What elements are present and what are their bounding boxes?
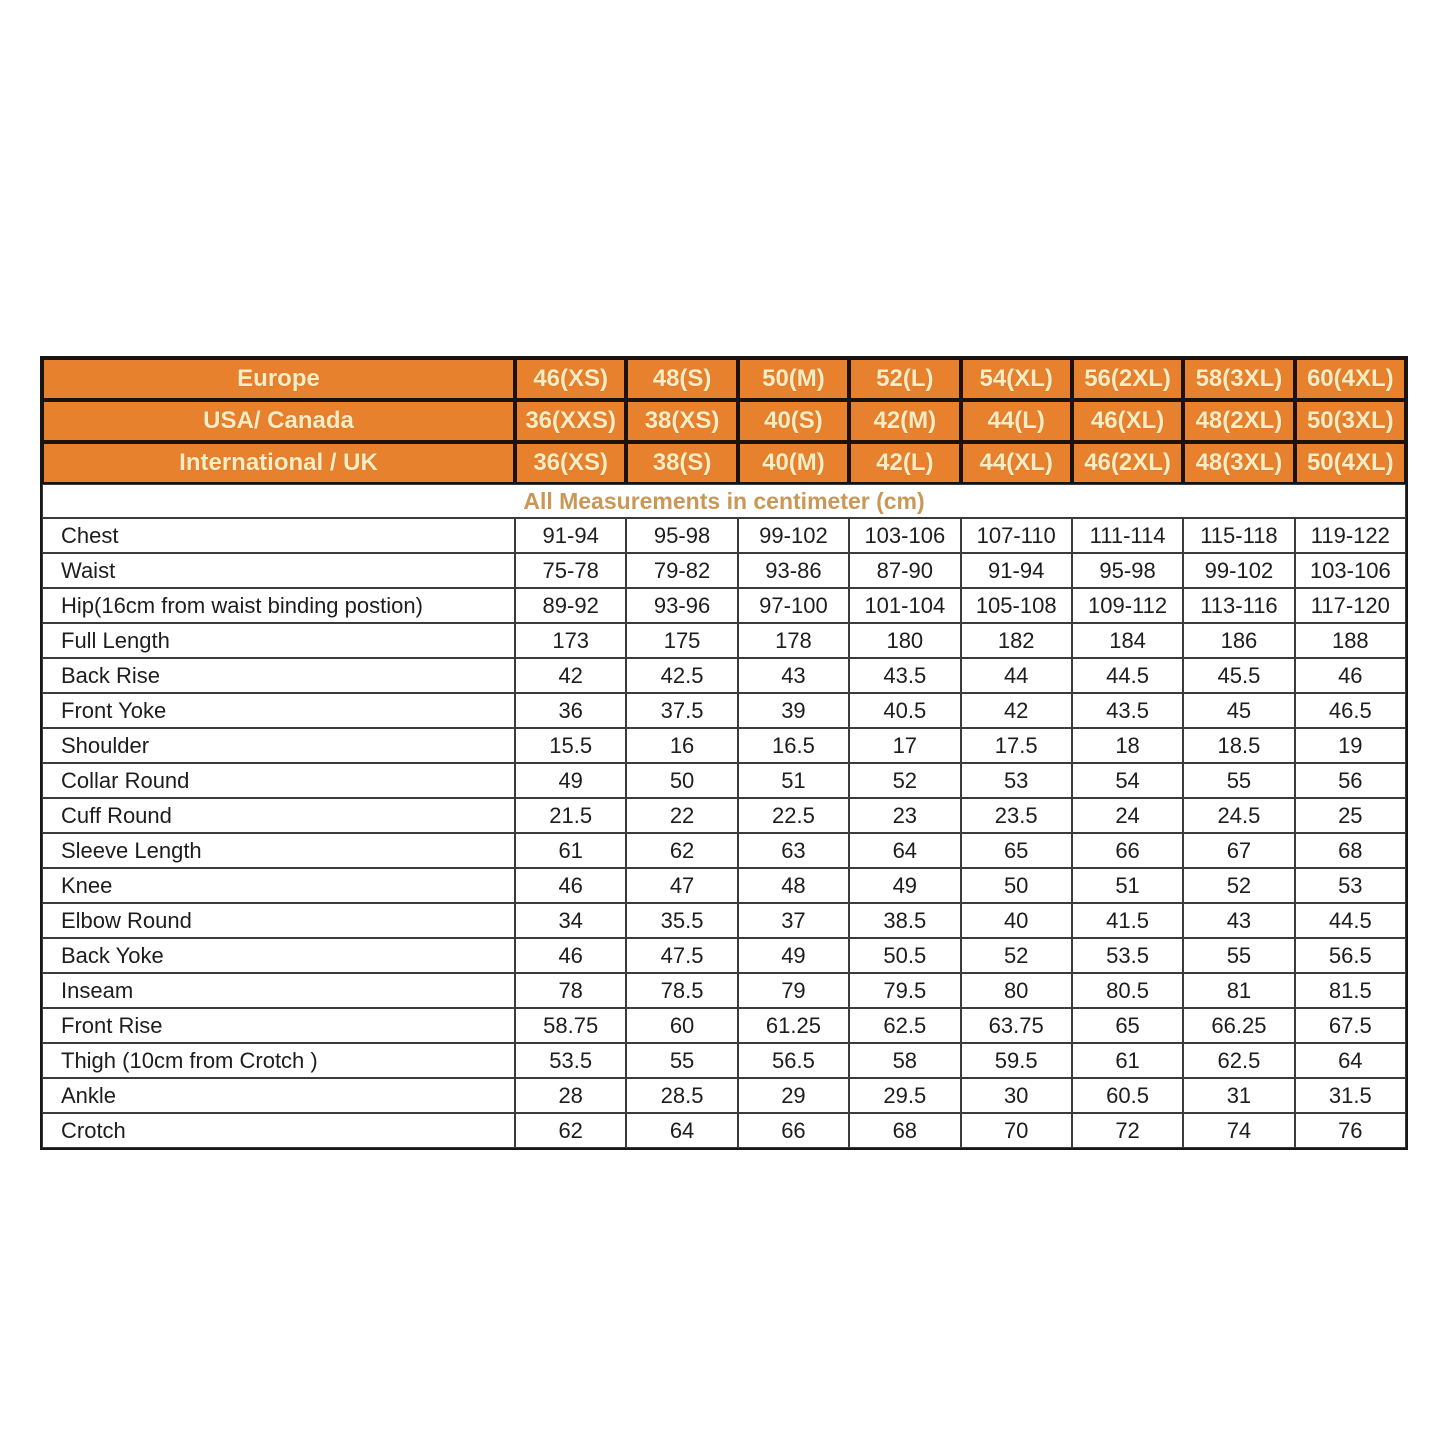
measurement-value-cell: 31.5: [1295, 1078, 1406, 1113]
measurement-value-cell: 37: [738, 903, 849, 938]
measurement-value-cell: 93-86: [738, 553, 849, 588]
measurement-value-cell: 66.25: [1183, 1008, 1294, 1043]
measurement-label: Collar Round: [42, 763, 515, 798]
measurement-value-cell: 58: [849, 1043, 960, 1078]
measurement-value-cell: 62: [515, 1113, 626, 1148]
measurement-value-cell: 119-122: [1295, 518, 1406, 553]
measurement-value-cell: 38.5: [849, 903, 960, 938]
measurement-value-cell: 64: [626, 1113, 737, 1148]
measurement-value-cell: 23: [849, 798, 960, 833]
header-size-cell: 48(3XL): [1183, 442, 1294, 484]
measurement-value-cell: 95-98: [1072, 553, 1183, 588]
measurement-value-cell: 59.5: [961, 1043, 1072, 1078]
measurement-value-cell: 107-110: [961, 518, 1072, 553]
measurement-value-cell: 43.5: [849, 658, 960, 693]
measurement-value-cell: 46.5: [1295, 693, 1406, 728]
header-size-cell: 50(M): [738, 358, 849, 400]
header-size-cell: 54(XL): [961, 358, 1072, 400]
measurement-value-cell: 34: [515, 903, 626, 938]
measurement-value-cell: 55: [626, 1043, 737, 1078]
measurement-value-cell: 42: [961, 693, 1072, 728]
measurement-label: Hip(16cm from waist binding postion): [42, 588, 515, 623]
header-row: [42, 358, 1406, 400]
measurement-value-cell: 23.5: [961, 798, 1072, 833]
measurement-value-cell: 39: [738, 693, 849, 728]
header-region-label: USA/ Canada: [42, 400, 515, 442]
measurement-label: Shoulder: [42, 728, 515, 763]
table-row: [42, 588, 1406, 623]
measurement-value-cell: 44: [961, 658, 1072, 693]
measurement-value-cell: 91-94: [515, 518, 626, 553]
measurement-value-cell: 184: [1072, 623, 1183, 658]
measurement-value-cell: 16: [626, 728, 737, 763]
measurement-value-cell: 81: [1183, 973, 1294, 1008]
measurement-value-cell: 49: [849, 868, 960, 903]
measurement-value-cell: 40: [961, 903, 1072, 938]
measurement-value-cell: 79.5: [849, 973, 960, 1008]
header-size-cell: 46(XS): [515, 358, 626, 400]
measurement-value-cell: 80: [961, 973, 1072, 1008]
measurement-value-cell: 45: [1183, 693, 1294, 728]
measurement-value-cell: 68: [849, 1113, 960, 1148]
measurement-value-cell: 24: [1072, 798, 1183, 833]
measurement-value-cell: 79-82: [626, 553, 737, 588]
measurement-value-cell: 43: [738, 658, 849, 693]
measurement-value-cell: 115-118: [1183, 518, 1294, 553]
header-size-cell: 46(XL): [1072, 400, 1183, 442]
measurement-value-cell: 109-112: [1072, 588, 1183, 623]
measurement-value-cell: 44.5: [1295, 903, 1406, 938]
header-size-cell: 36(XXS): [515, 400, 626, 442]
table-row: [42, 1043, 1406, 1078]
measurement-value-cell: 19: [1295, 728, 1406, 763]
measurement-value-cell: 24.5: [1183, 798, 1294, 833]
header-row: [42, 400, 1406, 442]
measurement-value-cell: 36: [515, 693, 626, 728]
table-row: [42, 903, 1406, 938]
header-size-cell: 42(L): [849, 442, 960, 484]
measurement-value-cell: 188: [1295, 623, 1406, 658]
table-row: [42, 868, 1406, 903]
measurement-value-cell: 49: [738, 938, 849, 973]
measurement-value-cell: 101-104: [849, 588, 960, 623]
measurement-value-cell: 78.5: [626, 973, 737, 1008]
measurement-value-cell: 30: [961, 1078, 1072, 1113]
table-row: [42, 1078, 1406, 1113]
measurement-value-cell: 61: [515, 833, 626, 868]
header-size-cell: 58(3XL): [1183, 358, 1294, 400]
measurement-value-cell: 56.5: [1295, 938, 1406, 973]
measurement-value-cell: 64: [849, 833, 960, 868]
measurement-value-cell: 18.5: [1183, 728, 1294, 763]
table-row: [42, 973, 1406, 1008]
measurement-unit-note: All Measurements in centimeter (cm): [42, 484, 1406, 518]
measurement-value-cell: 113-116: [1183, 588, 1294, 623]
header-size-cell: 46(2XL): [1072, 442, 1183, 484]
measurement-value-cell: 60.5: [1072, 1078, 1183, 1113]
measurement-value-cell: 81.5: [1295, 973, 1406, 1008]
header-size-cell: 38(S): [626, 442, 737, 484]
measurement-value-cell: 74: [1183, 1113, 1294, 1148]
measurement-value-cell: 89-92: [515, 588, 626, 623]
measurement-value-cell: 67: [1183, 833, 1294, 868]
measurement-value-cell: 97-100: [738, 588, 849, 623]
measurement-value-cell: 56.5: [738, 1043, 849, 1078]
measurement-value-cell: 70: [961, 1113, 1072, 1148]
table-row: [42, 938, 1406, 973]
measurement-value-cell: 91-94: [961, 553, 1072, 588]
measurement-value-cell: 22.5: [738, 798, 849, 833]
measurement-value-cell: 105-108: [961, 588, 1072, 623]
measurement-value-cell: 50.5: [849, 938, 960, 973]
size-chart: [40, 356, 1408, 1150]
measurement-value-cell: 63: [738, 833, 849, 868]
measurement-value-cell: 42.5: [626, 658, 737, 693]
measurement-value-cell: 45.5: [1183, 658, 1294, 693]
measurement-value-cell: 16.5: [738, 728, 849, 763]
measurement-value-cell: 99-102: [738, 518, 849, 553]
measurement-value-cell: 18: [1072, 728, 1183, 763]
table-row: [42, 553, 1406, 588]
header-region-label: Europe: [42, 358, 515, 400]
subtitle-row: [42, 484, 1406, 518]
measurement-label: Sleeve Length: [42, 833, 515, 868]
measurement-value-cell: 47: [626, 868, 737, 903]
measurement-value-cell: 76: [1295, 1113, 1406, 1148]
measurement-value-cell: 99-102: [1183, 553, 1294, 588]
header-size-cell: 38(XS): [626, 400, 737, 442]
measurement-label: Elbow Round: [42, 903, 515, 938]
measurement-value-cell: 17: [849, 728, 960, 763]
measurement-value-cell: 42: [515, 658, 626, 693]
measurement-value-cell: 65: [961, 833, 1072, 868]
measurement-value-cell: 66: [1072, 833, 1183, 868]
measurement-value-cell: 22: [626, 798, 737, 833]
measurement-value-cell: 46: [1295, 658, 1406, 693]
measurement-value-cell: 52: [1183, 868, 1294, 903]
measurement-value-cell: 41.5: [1072, 903, 1183, 938]
table-row: [42, 798, 1406, 833]
measurement-value-cell: 61: [1072, 1043, 1183, 1078]
measurement-value-cell: 62.5: [849, 1008, 960, 1043]
measurement-value-cell: 68: [1295, 833, 1406, 868]
measurement-label: Back Yoke: [42, 938, 515, 973]
measurement-value-cell: 17.5: [961, 728, 1072, 763]
measurement-value-cell: 49: [515, 763, 626, 798]
header-size-cell: 56(2XL): [1072, 358, 1183, 400]
measurement-label: Inseam: [42, 973, 515, 1008]
measurement-value-cell: 44.5: [1072, 658, 1183, 693]
measurement-label: Crotch: [42, 1113, 515, 1148]
measurement-value-cell: 43: [1183, 903, 1294, 938]
measurement-label: Front Yoke: [42, 693, 515, 728]
measurement-value-cell: 25: [1295, 798, 1406, 833]
measurement-value-cell: 56: [1295, 763, 1406, 798]
header-size-cell: 50(4XL): [1295, 442, 1406, 484]
measurement-label: Thigh (10cm from Crotch ): [42, 1043, 515, 1078]
header-size-cell: 44(L): [961, 400, 1072, 442]
measurement-value-cell: 51: [1072, 868, 1183, 903]
measurement-value-cell: 66: [738, 1113, 849, 1148]
measurement-value-cell: 67.5: [1295, 1008, 1406, 1043]
header-size-cell: 48(2XL): [1183, 400, 1294, 442]
measurement-value-cell: 186: [1183, 623, 1294, 658]
table-row: [42, 1113, 1406, 1148]
header-size-cell: 44(XL): [961, 442, 1072, 484]
measurement-value-cell: 47.5: [626, 938, 737, 973]
measurement-value-cell: 31: [1183, 1078, 1294, 1113]
header-size-cell: 42(M): [849, 400, 960, 442]
measurement-value-cell: 62.5: [1183, 1043, 1294, 1078]
table-row: [42, 658, 1406, 693]
measurement-value-cell: 55: [1183, 938, 1294, 973]
measurement-value-cell: 60: [626, 1008, 737, 1043]
measurement-value-cell: 178: [738, 623, 849, 658]
table-row: [42, 728, 1406, 763]
measurement-value-cell: 55: [1183, 763, 1294, 798]
measurement-value-cell: 103-106: [849, 518, 960, 553]
measurement-value-cell: 46: [515, 868, 626, 903]
measurement-value-cell: 29.5: [849, 1078, 960, 1113]
measurement-label: Waist: [42, 553, 515, 588]
measurement-value-cell: 54: [1072, 763, 1183, 798]
measurement-value-cell: 61.25: [738, 1008, 849, 1043]
measurement-value-cell: 53: [1295, 868, 1406, 903]
measurement-value-cell: 48: [738, 868, 849, 903]
measurement-value-cell: 28: [515, 1078, 626, 1113]
measurement-label: Cuff Round: [42, 798, 515, 833]
measurement-value-cell: 40.5: [849, 693, 960, 728]
header-size-cell: 60(4XL): [1295, 358, 1406, 400]
header-size-cell: 52(L): [849, 358, 960, 400]
measurement-value-cell: 93-96: [626, 588, 737, 623]
measurement-value-cell: 87-90: [849, 553, 960, 588]
table-row: [42, 833, 1406, 868]
measurement-value-cell: 175: [626, 623, 737, 658]
measurement-value-cell: 29: [738, 1078, 849, 1113]
measurement-value-cell: 173: [515, 623, 626, 658]
measurement-value-cell: 53: [961, 763, 1072, 798]
measurement-label: Knee: [42, 868, 515, 903]
measurement-value-cell: 58.75: [515, 1008, 626, 1043]
measurement-label: Back Rise: [42, 658, 515, 693]
table-row: [42, 623, 1406, 658]
header-size-cell: 40(S): [738, 400, 849, 442]
measurement-value-cell: 50: [961, 868, 1072, 903]
measurement-value-cell: 117-120: [1295, 588, 1406, 623]
header-size-cell: 40(M): [738, 442, 849, 484]
measurement-value-cell: 111-114: [1072, 518, 1183, 553]
measurement-value-cell: 62: [626, 833, 737, 868]
header-size-cell: 36(XS): [515, 442, 626, 484]
measurement-value-cell: 180: [849, 623, 960, 658]
table-row: [42, 1008, 1406, 1043]
measurement-value-cell: 52: [961, 938, 1072, 973]
table-row: [42, 518, 1406, 553]
measurement-label: Full Length: [42, 623, 515, 658]
measurement-value-cell: 182: [961, 623, 1072, 658]
measurement-value-cell: 50: [626, 763, 737, 798]
header-size-cell: 50(3XL): [1295, 400, 1406, 442]
measurement-value-cell: 35.5: [626, 903, 737, 938]
measurement-value-cell: 78: [515, 973, 626, 1008]
measurement-value-cell: 46: [515, 938, 626, 973]
measurement-value-cell: 72: [1072, 1113, 1183, 1148]
measurement-label: Ankle: [42, 1078, 515, 1113]
measurement-value-cell: 63.75: [961, 1008, 1072, 1043]
measurement-value-cell: 37.5: [626, 693, 737, 728]
measurement-value-cell: 21.5: [515, 798, 626, 833]
measurement-label: Front Rise: [42, 1008, 515, 1043]
header-region-label: International / UK: [42, 442, 515, 484]
measurement-value-cell: 75-78: [515, 553, 626, 588]
measurement-value-cell: 15.5: [515, 728, 626, 763]
table-row: [42, 763, 1406, 798]
measurement-value-cell: 80.5: [1072, 973, 1183, 1008]
measurement-label: Chest: [42, 518, 515, 553]
measurement-value-cell: 51: [738, 763, 849, 798]
header-row: [42, 442, 1406, 484]
measurement-value-cell: 95-98: [626, 518, 737, 553]
measurement-value-cell: 79: [738, 973, 849, 1008]
measurement-value-cell: 103-106: [1295, 553, 1406, 588]
measurement-value-cell: 64: [1295, 1043, 1406, 1078]
measurement-value-cell: 65: [1072, 1008, 1183, 1043]
measurement-value-cell: 28.5: [626, 1078, 737, 1113]
measurement-value-cell: 43.5: [1072, 693, 1183, 728]
measurement-value-cell: 53.5: [515, 1043, 626, 1078]
size-chart-table: [40, 356, 1408, 1150]
header-size-cell: 48(S): [626, 358, 737, 400]
measurement-value-cell: 53.5: [1072, 938, 1183, 973]
measurement-value-cell: 52: [849, 763, 960, 798]
table-row: [42, 693, 1406, 728]
